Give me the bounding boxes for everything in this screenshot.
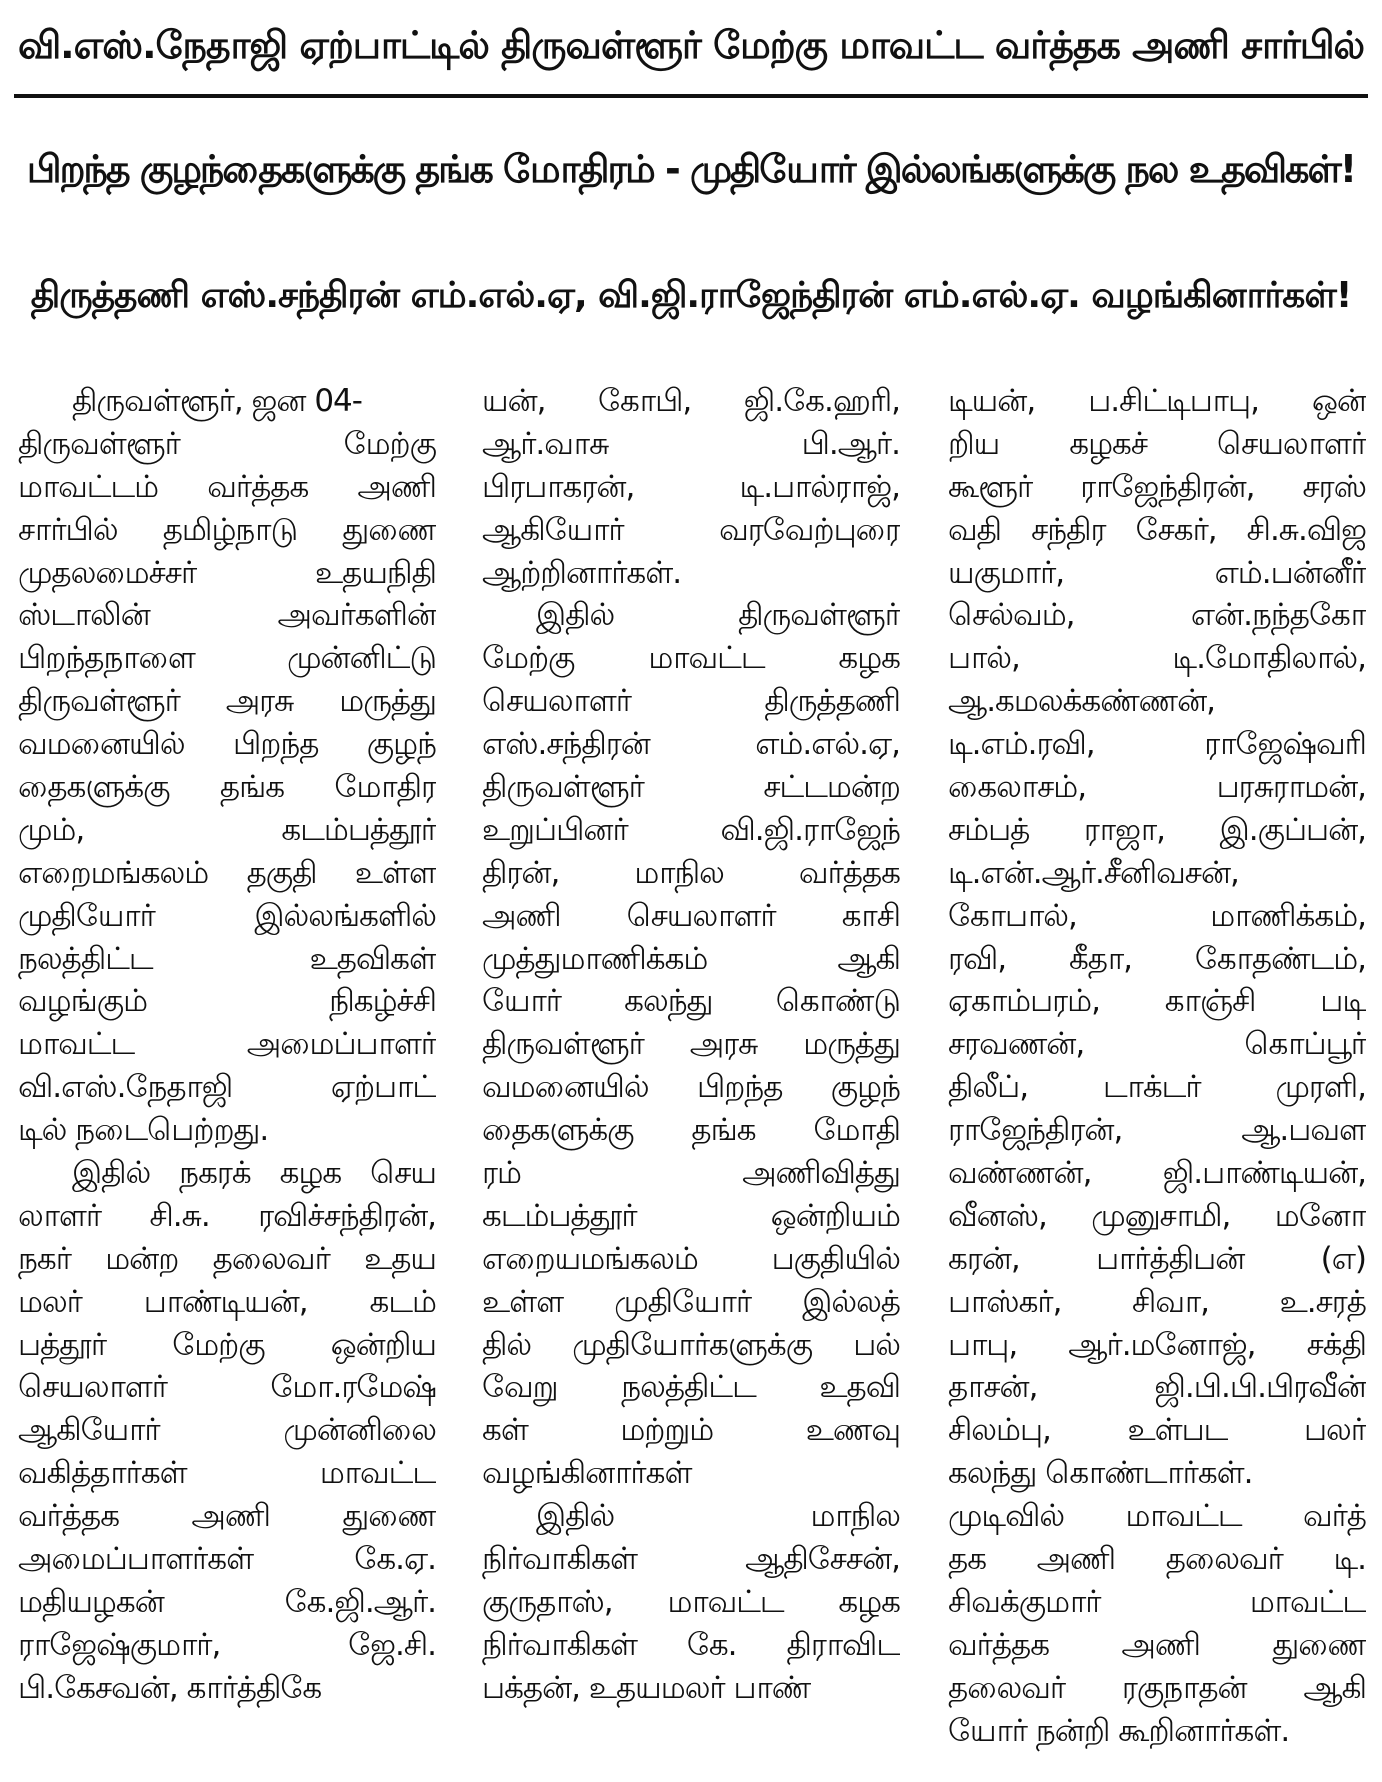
body-line: திருவள்ளூர் மேற்கு [18, 425, 436, 462]
body-line: வழங்கினார்கள் [482, 1455, 692, 1492]
body-line: கள் மற்றும் உணவு [482, 1412, 900, 1449]
body-line: சரவணன், கொப்பூர் [948, 1026, 1366, 1063]
body-column-2 [482, 380, 900, 1775]
body-line: டியன், ப.சிட்டிபாபு, ஒன் [948, 383, 1366, 419]
article-subheadline: திருத்தணி எஸ்.சந்திரன் எம்.எல்.ஏ, வி.ஜி.ராஜேந்திரன் எம்.எல்.ஏ. வழங்கினார்கள்! [30, 275, 1352, 316]
body-line: யோர் கலந்து கொண்டு [482, 983, 900, 1020]
body-line: எறைமங்கலம் தகுதி உள்ள [18, 854, 436, 891]
body-line: செயலாளர் திருத்தணி [482, 683, 900, 720]
body-line: இதில் மாநில [536, 1498, 900, 1535]
body-line: தில் முதியோர்களுக்கு பல் [482, 1326, 900, 1363]
body-line: திலீப், டாக்டர் முரளி, [948, 1069, 1366, 1106]
body-line: செல்வம், என்.நந்தகோ [948, 597, 1366, 634]
body-line: திருவள்ளூர் அரசு மருத்து [482, 1026, 900, 1063]
body-line: நிர்வாகிகள் கே. திராவிட [482, 1626, 900, 1663]
body-line: பத்தூர் மேற்கு ஒன்றிய [18, 1326, 436, 1363]
body-line: மும், கடம்பத்தூர் [18, 811, 436, 848]
body-line: திருவள்ளூர் சட்டமன்ற [482, 769, 900, 806]
body-line: ராஜேந்திரன், ஆ.பவள [948, 1112, 1366, 1149]
body-line: தைகளுக்கு தங்க மோதி [482, 1112, 900, 1149]
body-line: மாவட்டம் வர்த்தக அணி [18, 468, 436, 505]
body-line: திருவள்ளூர், ஜன 04- [72, 383, 362, 419]
body-line: திரன், மாநில வர்த்தக [482, 854, 900, 891]
body-line: வர்த்தக அணி துணை [948, 1626, 1366, 1663]
body-line: லாளர் சி.சு. ரவிச்சந்திரன், [18, 1197, 436, 1234]
body-column-3 [948, 380, 1366, 1775]
body-line: உறுப்பினர் வி.ஜி.ராஜேந் [482, 811, 900, 848]
body-line: திருவள்ளூர் அரசு மருத்து [18, 683, 436, 720]
body-line: சம்பத் ராஜா, இ.குப்பன், [948, 811, 1366, 848]
body-line: வமனையில் பிறந்த குழந் [18, 726, 436, 763]
body-line: யகுமார், எம்.பன்னீர் [948, 554, 1366, 591]
article-headline: பிறந்த குழந்தைகளுக்கு தங்க மோதிரம் - முதியோர் இல்லங்களுக்கு நல உதவிகள்! [26, 147, 1356, 191]
body-line: செயலாளர் மோ.ரமேஷ் [18, 1369, 436, 1406]
body-line: ரம் அணிவித்து [482, 1155, 900, 1192]
body-line: நிர்வாகிகள் ஆதிசேசன், [482, 1541, 900, 1578]
body-line: கலந்து கொண்டார்கள். [948, 1455, 1253, 1492]
body-line: தக அணி தலைவர் டி. [948, 1541, 1366, 1578]
body-line: வதி சந்திர சேகர், சி.சு.விஜ [948, 511, 1366, 548]
body-line: தலைவர் ரகுநாதன் ஆகி [948, 1669, 1366, 1706]
body-line: நகர் மன்ற தலைவர் உதய [18, 1240, 436, 1277]
body-line: அமைப்பாளர்கள் கே.ஏ. [18, 1541, 436, 1578]
body-line: எஸ்.சந்திரன் எம்.எல்.ஏ, [482, 726, 900, 763]
body-line: கைலாசம், பரசுராமன், [948, 769, 1366, 806]
body-line: வகித்தார்கள் மாவட்ட [18, 1455, 436, 1492]
body-line: தைகளுக்கு தங்க மோதிர [18, 769, 436, 806]
body-line: கடம்பத்தூர் ஒன்றியம் [482, 1197, 900, 1234]
body-line: பிறந்தநாளை முன்னிட்டு [18, 640, 436, 677]
body-line: டில் நடைபெற்றது. [18, 1112, 269, 1149]
body-line: வி.எஸ்.நேதாஜி ஏற்பாட் [18, 1069, 436, 1106]
body-line: மலர் பாண்டியன், கடம் [18, 1283, 436, 1320]
body-line: வமனையில் பிறந்த குழந் [482, 1069, 900, 1106]
body-line: வர்த்தக அணி துணை [18, 1498, 436, 1535]
body-line: அணி செயலாளர் காசி [482, 897, 900, 934]
body-line: டி.எம்.ரவி, ராஜேஷ்வரி [948, 726, 1366, 763]
article-kicker: வி.எஸ்.நேதாஜி ஏற்பாட்டில் திருவள்ளூர் மேற்கு மாவட்ட வர்த்தக அணி சார்பில் [17, 23, 1365, 67]
body-line: யன், கோபி, ஜி.கே.ஹரி, [482, 383, 900, 419]
body-line: யோர் நன்றி கூறினார்கள். [948, 1712, 1290, 1749]
body-line: ரவி, கீதா, கோதண்டம், [948, 940, 1366, 977]
body-line: ஆற்றினார்கள். [482, 554, 682, 591]
body-line: முதியோர் இல்லங்களில் [18, 897, 436, 934]
body-line: ஆ.கமலக்கண்ணன், [948, 683, 1216, 720]
body-line: பாபு, ஆர்.மனோஜ், சக்தி [948, 1326, 1366, 1363]
body-line: இதில் நகரக் கழக செய [72, 1155, 436, 1192]
body-line: ஆகியோர் வரவேற்புரை [482, 511, 900, 548]
body-column-1 [18, 380, 436, 1775]
body-line: ராஜேஷ்குமார், ஜே.சி. [18, 1626, 436, 1663]
body-line: ஏகாம்பரம், காஞ்சி படி [948, 983, 1366, 1020]
body-line: பி.கேசவன், கார்த்திகே [18, 1669, 322, 1706]
body-line: குருதாஸ், மாவட்ட கழக [482, 1583, 900, 1620]
body-line: வண்ணன், ஜி.பாண்டியன், [948, 1155, 1366, 1192]
body-line: உள்ள முதியோர் இல்லத் [482, 1283, 900, 1320]
body-line: முத்துமாணிக்கம் ஆகி [482, 940, 900, 977]
body-line: கரன், பார்த்திபன் (எ) [948, 1240, 1366, 1277]
body-line: இதில் திருவள்ளூர் [536, 597, 900, 634]
body-line: பிரபாகரன், டி.பால்ராஜ், [482, 468, 900, 505]
body-line: பக்தன், உதயமலர் பாண் [482, 1669, 811, 1706]
divider-rule [14, 94, 1368, 98]
body-line: நலத்திட்ட உதவிகள் [18, 940, 436, 977]
body-line: முதலமைச்சர் உதயநிதி [18, 554, 436, 591]
body-line: முடிவில் மாவட்ட வர்த் [948, 1498, 1366, 1535]
body-line: பாஸ்கர், சிவா, உ.சரத் [948, 1283, 1366, 1320]
body-line: கூளூர் ராஜேந்திரன், சரஸ் [948, 468, 1366, 505]
body-line: சிலம்பு, உள்பட பலர் [948, 1412, 1366, 1449]
body-line: சிவக்குமார் மாவட்ட [948, 1583, 1366, 1620]
article-body [18, 380, 1368, 1775]
body-line: ஸ்டாலின் அவர்களின் [18, 597, 436, 634]
body-line: மாவட்ட அமைப்பாளர் [18, 1026, 436, 1063]
body-line: தாசன், ஜி.பி.பி.பிரவீன் [948, 1369, 1366, 1406]
body-line: வீனஸ், முனுசாமி, மனோ [948, 1197, 1366, 1234]
body-line: எறையமங்கலம் பகுதியில் [482, 1240, 900, 1277]
body-line: பால், டி.மோதிலால், [948, 640, 1366, 677]
body-line: மேற்கு மாவட்ட கழக [482, 640, 900, 677]
body-line: கோபால், மாணிக்கம், [948, 897, 1366, 934]
body-line: வழங்கும் நிகழ்ச்சி [18, 983, 436, 1020]
body-line: வேறு நலத்திட்ட உதவி [482, 1369, 900, 1406]
body-line: ஆர்.வாசு பி.ஆர். [482, 425, 900, 462]
body-line: றிய கழகச் செயலாளர் [948, 425, 1366, 462]
body-line: மதியழகன் கே.ஜி.ஆர். [18, 1583, 436, 1620]
body-line: டி.என்.ஆர்.சீனிவசன், [948, 854, 1239, 891]
body-line: சார்பில் தமிழ்நாடு துணை [18, 511, 436, 548]
body-line: ஆகியோர் முன்னிலை [18, 1412, 436, 1449]
